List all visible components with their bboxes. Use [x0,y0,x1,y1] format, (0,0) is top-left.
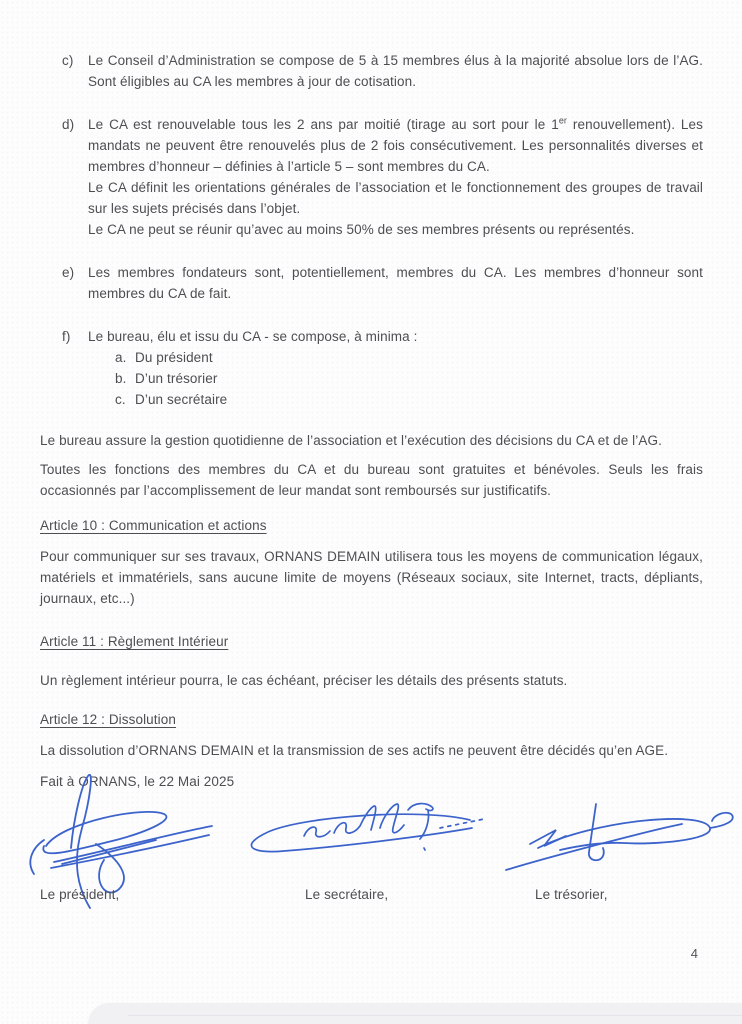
list-marker: d) [62,117,75,132]
signature-block [40,792,703,916]
list-marker: f) [62,329,71,344]
list-item-c [40,50,703,92]
d-text-pre: Le CA est renouvelable tous les 2 ans par moitié (tirage au sort pour le 1 [88,117,559,132]
footer-band [88,1003,742,1024]
paragraph-bureau: Le bureau assure la gestion quotidienne de l’association et l’exécution des décisions du CA et de l’AG. [40,433,662,448]
sublist-text: D’un trésorier [135,371,218,386]
article-11-heading: Article 11 : Règlement Intérieur [40,634,229,649]
sublist-item [88,368,703,389]
page-number: 4 [690,946,698,961]
treasurer-signature [502,800,742,878]
sublist-marker: a. [115,350,127,365]
treasurer-label: Le trésorier, [535,887,608,902]
footer-hairline [128,1015,742,1016]
sublist-item [88,347,703,368]
list-item-text: Le Conseil d’Administration se compose de 5 à 15 membres élus à la majorité absolue lors de l’AG. Sont éligibles au CA les membres à jour de cotisation. [88,53,703,89]
article-12-heading: Article 12 : Dissolution [40,712,176,727]
sublist-text: Du président [135,350,213,365]
article-11-body: Un règlement intérieur pourra, le cas échéant, préciser les détails des présents statuts. [40,673,568,688]
president-label: Le président, [40,887,120,902]
article-10-heading: Article 10 : Communication et actions [40,518,267,533]
paragraph-d-main [88,114,703,177]
list-item-text [88,326,703,410]
bureau-sublist [88,347,703,410]
list-item-e [40,262,703,304]
sublist-text: D’un secrétaire [135,392,228,407]
list-marker: c) [62,53,74,68]
spacer [40,240,703,262]
paragraph-fonctions: Toutes les fonctions des membres du CA et du bureau sont gratuites et bénévoles. Seuls les frais occasionnés par l’accomplissement de leur mandat sont remboursés sur justificatifs. [40,462,703,498]
secretary-label: Le secrétaire, [305,887,389,902]
superscript-er: er [558,115,568,126]
sublist-item [88,389,703,410]
sublist-marker: c. [115,392,126,407]
d-text-post: renouvellement). Les mandats ne peuvent être renouvelés plus de 2 fois consécutivement. Les personnalités diverses et membres d’honneur – définies à l’article 5 – sont membres du CA. [88,117,703,174]
list-marker: e) [62,265,75,280]
sublist-marker: b. [115,371,127,386]
list-item-text: Les membres fondateurs sont, potentiellement, membres du CA. Les membres d’honneur sont membres du CA de fait. [88,265,703,301]
document-content [40,50,703,916]
paragraph-f-main: Le bureau, élu et issu du CA - se compose, à minima : [88,329,418,344]
list-item-text [88,114,703,240]
dateline: Fait à ORNANS, le 22 Mai 2025 [40,774,235,789]
secretary-signature [242,798,490,870]
paragraph-d-followup-2: Le CA ne peut se réunir qu’avec au moins 50% de ses membres présents ou représentés. [88,222,635,237]
paragraph-d-followup-1: Le CA définit les orientations générales de l’association et le fonctionnement des groupes de travail sur les sujets précisés dans l’objet. [88,180,703,216]
article-10-body: Pour communiquer sur ses travaux, ORNANS DEMAIN utilisera tous les moyens de communication légaux, matériels et immatériels, sans aucune limite de moyens (Réseaux sociaux, site Internet, tracts, dépliants, journaux, etc...) [40,549,703,606]
list-item-f [40,326,703,410]
list-item-d [40,114,703,240]
article-12-body: La dissolution d’ORNANS DEMAIN et la transmission de ses actifs ne peuvent être décidés qu’en AGE. [40,743,669,758]
